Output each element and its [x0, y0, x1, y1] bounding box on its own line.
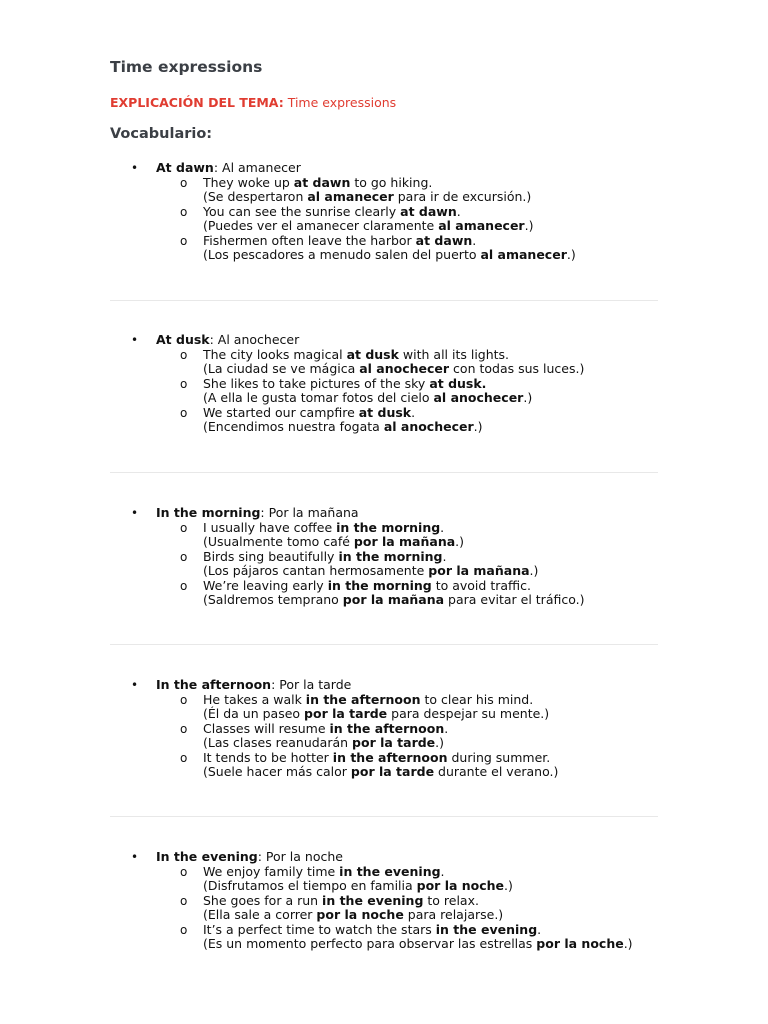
sub-bullet-icon: o: [180, 578, 188, 593]
example-keyword: por la noche: [316, 907, 404, 922]
vocab-term: [156, 333, 299, 348]
example-keyword: por la noche: [416, 878, 505, 893]
example-text: to avoid traffic.: [431, 577, 531, 593]
example-keyword: in the evening: [339, 863, 441, 879]
example-keyword: por la tarde: [304, 706, 388, 721]
example-english: [203, 894, 479, 909]
example-text: They woke up: [203, 174, 294, 190]
sub-bullet-icon: o: [180, 692, 188, 707]
example-text: (Es un momento perfecto para observar las estrellas: [203, 936, 537, 951]
topic-explanation-label: EXPLICACIÓN DEL TEMA:: [110, 95, 284, 110]
example-english: [203, 579, 531, 594]
example-keyword: in the afternoon: [332, 749, 448, 765]
example-keyword: in the morning: [338, 548, 443, 564]
example-text: (Ella sale a correr: [203, 907, 317, 922]
section-divider: [110, 644, 658, 645]
example-text: It’s a perfect time to watch the stars: [203, 921, 436, 937]
example-keyword: al anochecer: [383, 419, 474, 434]
example-keyword: in the morning: [336, 519, 441, 535]
example-keyword: por la tarde: [352, 735, 436, 750]
example-keyword: at dawn: [400, 203, 457, 219]
example-keyword: in the evening: [322, 892, 424, 908]
term-english: In the afternoon: [156, 677, 272, 692]
example-text: .): [523, 390, 533, 405]
example-text: He takes a walk: [203, 691, 306, 707]
example-keyword: in the afternoon: [305, 691, 421, 707]
example-spanish: [203, 219, 533, 234]
example-text: (Suele hacer más calor: [203, 764, 351, 779]
sub-bullet-icon: o: [180, 893, 188, 908]
sub-bullet-icon: o: [180, 750, 188, 765]
term-translation: : Por la tarde: [271, 677, 352, 692]
example-english: [203, 406, 415, 421]
example-keyword: por la tarde: [350, 764, 435, 779]
sub-bullet-icon: o: [180, 376, 188, 391]
page-title: Time expressions: [110, 58, 263, 76]
example-text: para ir de excursión.): [393, 189, 532, 204]
example-text: We enjoy family time: [203, 863, 340, 879]
example-spanish: [203, 765, 558, 780]
example-spanish: [203, 707, 549, 722]
example-text: para despejar su mente.): [387, 706, 550, 721]
example-keyword: al amanecer: [438, 218, 525, 233]
example-keyword: por la mañana: [342, 592, 445, 607]
vocab-term: [156, 506, 359, 521]
example-text: con todas sus luces.): [449, 361, 585, 376]
example-keyword: in the morning: [327, 577, 432, 593]
sub-bullet-icon: o: [180, 405, 188, 420]
example-text: (A ella le gusta tomar fotos del cielo: [203, 390, 434, 405]
example-spanish: [203, 736, 444, 751]
example-text: (Se despertaron: [203, 189, 308, 204]
example-text: Classes will resume: [203, 720, 330, 736]
vocab-term: [156, 678, 351, 693]
example-text: (Saldremos temprano: [203, 592, 343, 607]
example-text: (Las clases reanudarán: [203, 735, 353, 750]
example-text: durante el verano.): [434, 764, 559, 779]
sub-bullet-icon: o: [180, 864, 188, 879]
example-text: to clear his mind.: [420, 691, 534, 707]
example-text: .: [537, 921, 542, 937]
example-text: Fishermen often leave the harbor: [203, 232, 416, 248]
example-english: [203, 176, 432, 191]
example-keyword: al anochecer: [433, 390, 524, 405]
example-text: .: [442, 548, 447, 564]
term-english: At dawn: [156, 160, 214, 175]
example-keyword: at dawn: [293, 174, 351, 190]
example-text: .): [455, 534, 465, 549]
sub-bullet-icon: o: [180, 520, 188, 535]
example-keyword: at dawn: [415, 232, 473, 248]
example-keyword: at dusk: [346, 346, 399, 362]
example-english: [203, 205, 461, 220]
example-text: .: [472, 232, 477, 248]
example-text: She likes to take pictures of the sky: [203, 375, 430, 391]
example-keyword: por la mañana: [428, 563, 530, 578]
vocab-term: [156, 161, 301, 176]
section-divider: [110, 472, 658, 473]
bullet-icon: •: [131, 333, 139, 347]
example-text: The city looks magical: [203, 346, 347, 362]
term-english: In the evening: [156, 849, 258, 864]
example-english: [203, 923, 541, 938]
example-keyword: al amanecer: [307, 189, 394, 204]
example-text: .): [566, 247, 576, 262]
term-translation: : Al amanecer: [213, 160, 301, 175]
term-translation: : Por la mañana: [260, 505, 359, 520]
topic-explanation-heading: [110, 95, 396, 110]
example-text: It tends to be hotter: [203, 749, 333, 765]
example-spanish: [203, 190, 531, 205]
example-text: .): [504, 878, 513, 893]
example-text: .: [411, 404, 416, 420]
section-divider: [110, 300, 658, 301]
example-spanish: [203, 593, 585, 608]
example-spanish: [203, 391, 532, 406]
sub-bullet-icon: o: [180, 233, 188, 248]
example-text: .): [529, 563, 539, 578]
bullet-icon: •: [131, 506, 139, 520]
example-text: .: [440, 863, 445, 879]
sub-bullet-icon: o: [180, 549, 188, 564]
example-text: (Disfrutamos el tiempo en familia: [203, 878, 417, 893]
example-english: [203, 348, 509, 363]
sub-bullet-icon: o: [180, 721, 188, 736]
example-text: We’re leaving early: [203, 577, 328, 593]
example-text: (Encendimos nuestra fogata: [203, 419, 384, 434]
vocab-term: [156, 850, 343, 865]
example-text: para relajarse.): [403, 907, 504, 922]
example-text: (Los pescadores a menudo salen del puerto: [203, 247, 481, 262]
sub-bullet-icon: o: [180, 347, 188, 362]
bullet-icon: •: [131, 850, 139, 864]
term-english: In the morning: [156, 505, 261, 520]
example-text: para evitar el tráfico.): [444, 592, 585, 607]
example-spanish: [203, 362, 584, 377]
example-text: to go hiking.: [350, 174, 433, 190]
sub-bullet-icon: o: [180, 204, 188, 219]
bullet-icon: •: [131, 678, 139, 692]
example-text: Birds sing beautifully: [203, 548, 339, 564]
example-text: during summer.: [447, 749, 551, 765]
example-spanish: [203, 564, 538, 579]
example-text: I usually have coffee: [203, 519, 337, 535]
example-text: with all its lights.: [398, 346, 510, 362]
example-text: .): [435, 735, 445, 750]
example-text: .): [623, 936, 633, 951]
example-spanish: [203, 248, 576, 263]
section-divider: [110, 816, 658, 817]
term-english: At dusk: [156, 332, 210, 347]
vocabulary-heading: Vocabulario:: [110, 126, 213, 142]
example-keyword: al anochecer: [359, 361, 450, 376]
example-keyword: at dusk: [358, 404, 412, 420]
example-spanish: [203, 420, 483, 435]
example-text: (Los pájaros cantan hermosamente: [203, 563, 429, 578]
example-text: (Él da un paseo: [203, 706, 305, 721]
example-text: (La ciudad se ve mágica: [203, 361, 360, 376]
example-text: to relax.: [423, 892, 479, 908]
sub-bullet-icon: o: [180, 175, 188, 190]
example-spanish: [203, 908, 503, 923]
example-english: [203, 550, 446, 565]
example-text: (Usualmente tomo café: [203, 534, 354, 549]
example-text: .: [456, 203, 461, 219]
example-text: .): [524, 218, 534, 233]
sub-bullet-icon: o: [180, 922, 188, 937]
example-text: .: [440, 519, 445, 535]
bullet-icon: •: [131, 161, 139, 175]
example-keyword: in the evening: [435, 921, 538, 937]
example-english: [203, 521, 444, 536]
term-translation: : Por la noche: [257, 849, 343, 864]
example-spanish: [203, 535, 464, 550]
example-english: [203, 377, 486, 392]
example-keyword: por la noche: [536, 936, 624, 951]
example-keyword: por la mañana: [353, 534, 456, 549]
example-text: She goes for a run: [203, 892, 323, 908]
example-spanish: [203, 937, 633, 952]
example-spanish: [203, 879, 513, 894]
example-english: [203, 865, 445, 880]
term-translation: : Al anochecer: [209, 332, 300, 347]
example-keyword: at dusk.: [429, 375, 487, 391]
example-text: You can see the sunrise clearly: [203, 203, 401, 219]
example-text: .: [444, 720, 449, 736]
topic-explanation-topic: Time expressions: [283, 95, 397, 110]
example-english: [203, 751, 550, 766]
example-keyword: al amanecer: [480, 247, 567, 262]
example-text: .): [473, 419, 483, 434]
example-text: We started our campfire: [203, 404, 359, 420]
example-keyword: in the afternoon: [329, 720, 445, 736]
example-text: (Puedes ver el amanecer claramente: [203, 218, 439, 233]
example-english: [203, 722, 448, 737]
example-english: [203, 234, 476, 249]
example-english: [203, 693, 533, 708]
